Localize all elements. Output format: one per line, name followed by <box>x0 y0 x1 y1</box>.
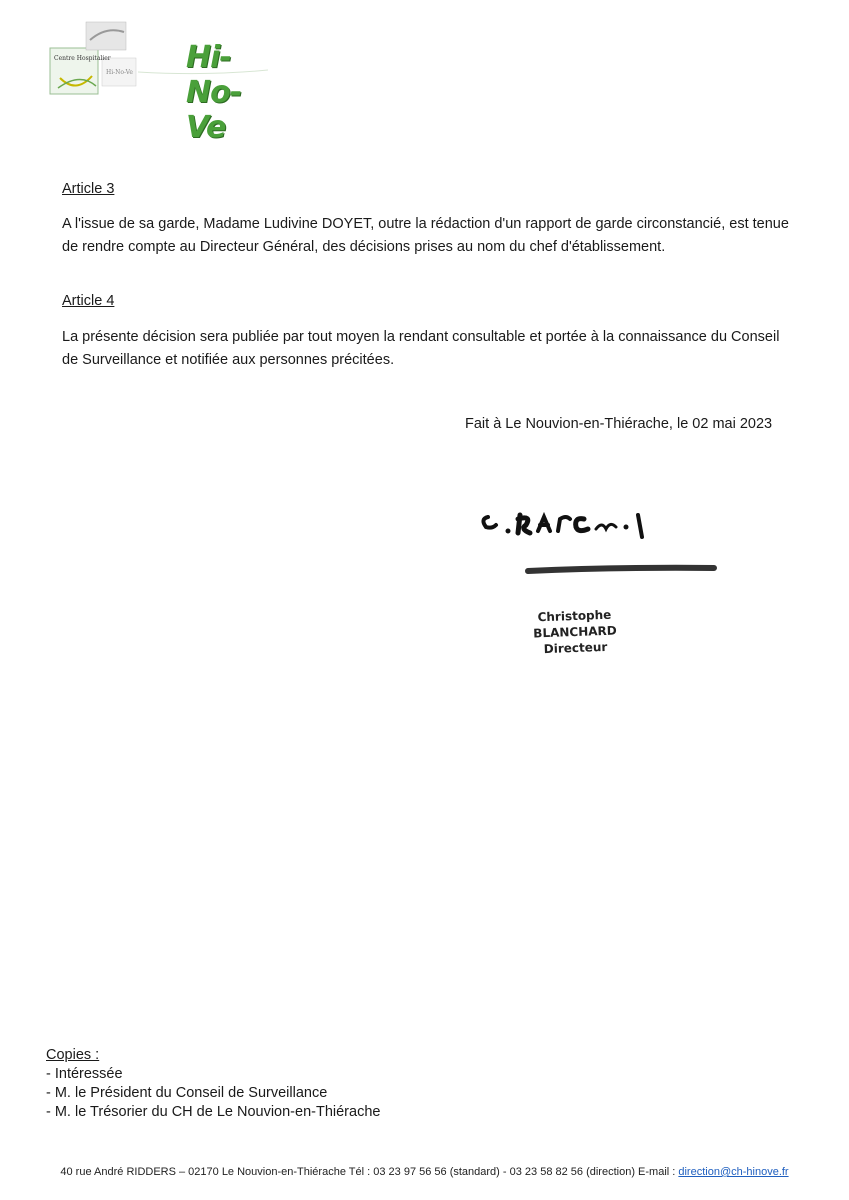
copies-title: Copies : <box>46 1047 100 1063</box>
copies-item: - M. le Trésorier du CH de Le Nouvion-en-Thiérache <box>46 1104 381 1120</box>
footer-text: 40 rue André RIDDERS – 02170 Le Nouvion-en-Thiérache Tél : 03 23 97 56 56 (standard) - 03 23 58 82 56 (direction) E-mail : <box>60 1166 679 1178</box>
copies-item: - M. le Président du Conseil de Surveillance <box>46 1085 328 1101</box>
copies-section <box>46 1046 380 1122</box>
signer-name: Christophe BLANCHARD <box>533 607 617 641</box>
footer-address <box>0 1166 849 1178</box>
email-link[interactable]: direction@ch-hinove.fr <box>678 1166 789 1178</box>
article-4-heading: Article 4 <box>62 293 115 309</box>
article-4-text: La présente décision sera publiée par tout moyen la rendant consultable et portée à la connaissance du Conseil de Surveillance et notifiée aux personnes précitées. <box>62 329 780 368</box>
place-date: Fait à Le Nouvion-en-Thiérache, le 02 mai 2023 <box>465 416 773 432</box>
svg-text:Hi-No-Ve: Hi-No-Ve <box>106 69 133 76</box>
article-3-heading: Article 3 <box>62 181 115 197</box>
svg-text:Centre Hospitalier: Centre Hospitalier <box>54 55 111 62</box>
hospital-logo <box>46 18 276 145</box>
handwritten-signature <box>478 505 728 590</box>
signer-stamp <box>499 605 651 658</box>
article-3-text: A l'issue de sa garde, Madame Ludivine DOYET, outre la rédaction d'un rapport de garde circonstancié, est tenue de rendre compte au Directeur Général, des décisions prises au nom du chef d'établissement. <box>62 216 789 255</box>
logo-brand-text: Hi-No-Ve <box>186 40 242 145</box>
signer-title: Directeur <box>543 639 608 657</box>
copies-item: - Intéressée <box>46 1066 123 1082</box>
